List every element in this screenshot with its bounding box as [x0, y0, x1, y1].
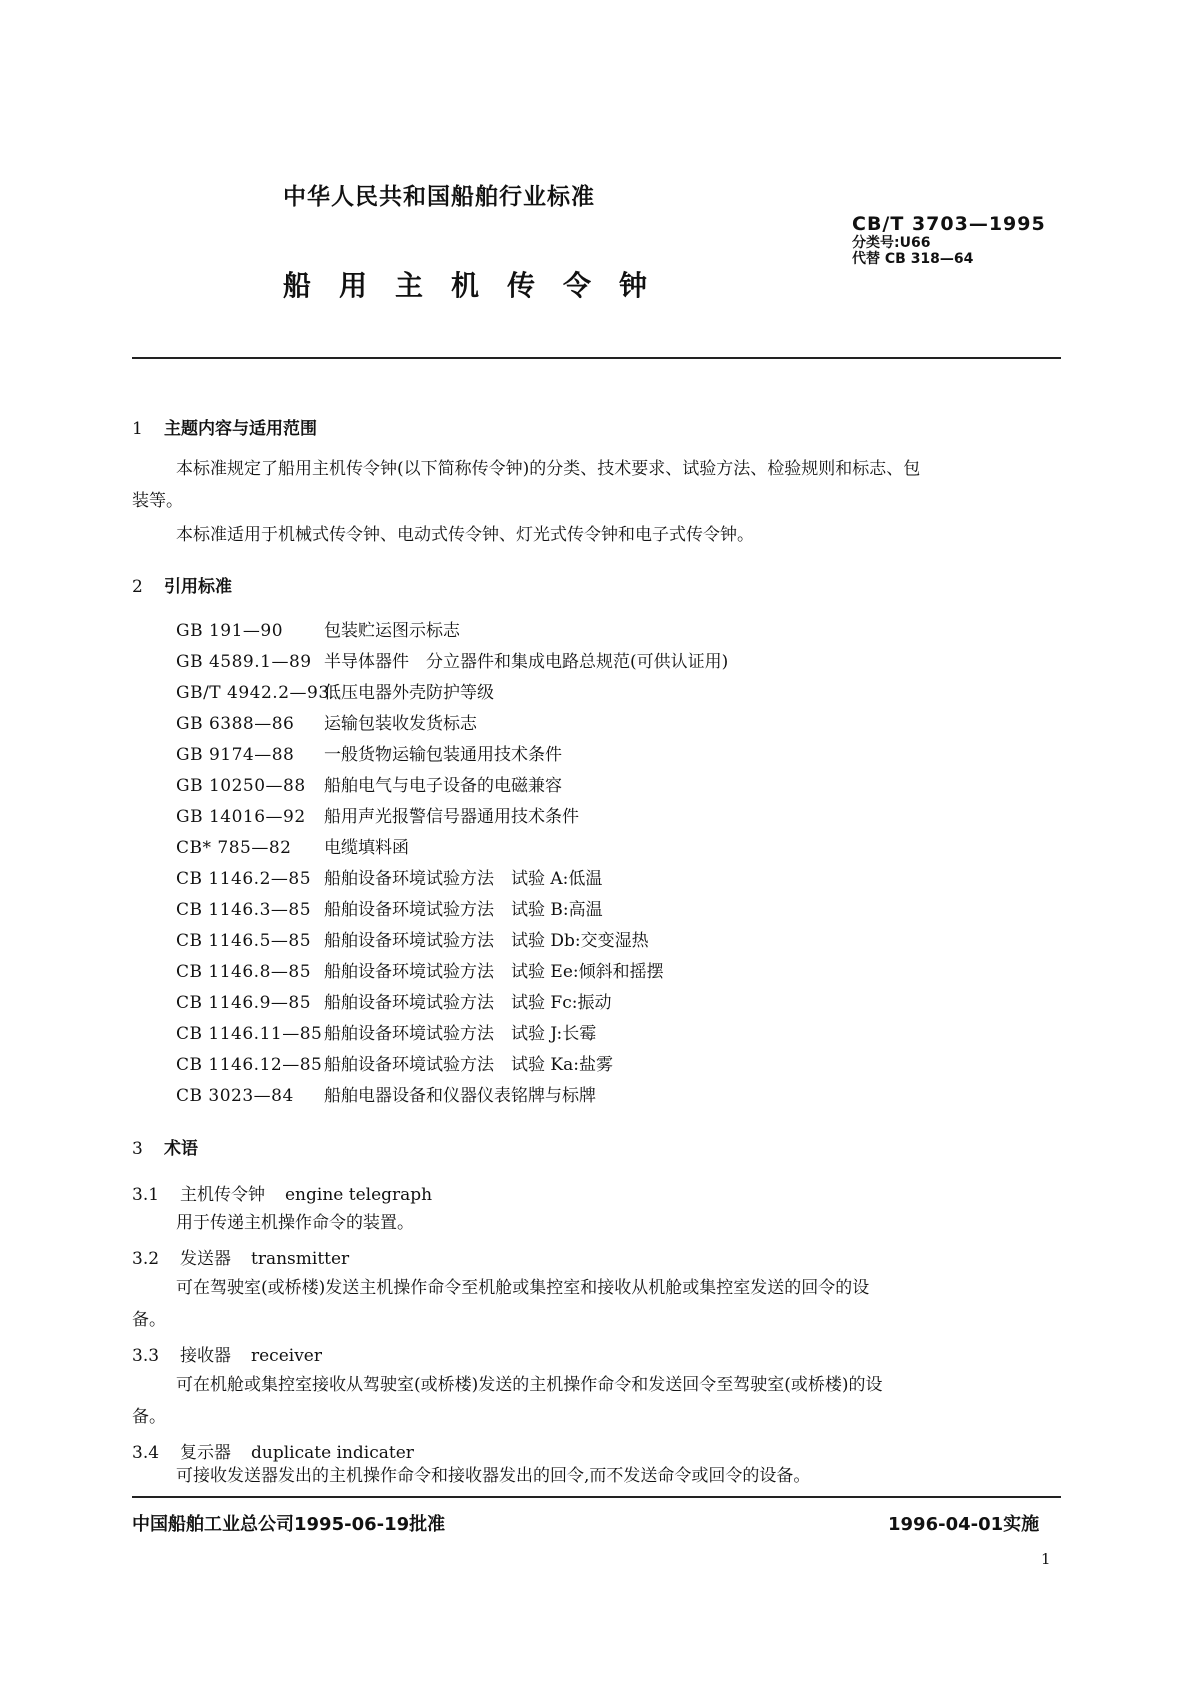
page-number: 1: [1041, 1550, 1051, 1568]
reference-title: 船舶电器设备和仪器仪表铭牌与标牌: [324, 1086, 596, 1106]
reference-code: CB 1146.5—85: [176, 931, 312, 951]
section-number: 1: [132, 419, 143, 439]
term-heading: [132, 1341, 322, 1366]
term-number: 3.2: [132, 1249, 160, 1269]
term-definition-continued: 备。: [132, 1310, 166, 1330]
reference-code: CB 1146.3—85: [176, 900, 312, 920]
standard-number: CB/T 3703—1995: [852, 213, 1046, 235]
reference-code: GB 9174—88: [176, 745, 295, 765]
footer-divider: [132, 1496, 1061, 1498]
reference-code: GB 191—90: [176, 621, 284, 641]
reference-item: [176, 616, 460, 641]
reference-code: CB 1146.2—85: [176, 869, 312, 889]
reference-item: [176, 988, 611, 1013]
reference-title: 一般货物运输包装通用技术条件: [324, 745, 562, 765]
reference-title: 运输包装收发货标志: [324, 714, 477, 734]
section-2-heading: [132, 572, 232, 597]
term-definition: 可在机舱或集控室接收从驾驶室(或桥楼)发送的主机操作命令和发送回令至驾驶室(或桥楼)的设: [176, 1375, 883, 1395]
reference-code: GB 4589.1—89: [176, 652, 312, 672]
reference-code: GB 14016—92: [176, 807, 306, 827]
reference-code: CB 1146.9—85: [176, 993, 312, 1013]
reference-item: [176, 802, 579, 827]
reference-item: [176, 771, 562, 796]
reference-code: GB/T 4942.2—93: [176, 683, 330, 703]
section-3-heading: [132, 1134, 198, 1159]
reference-title: 船舶设备环境试验方法 试验 Db:交变湿热: [324, 931, 649, 951]
reference-title: 船舶设备环境试验方法 试验 Ee:倾斜和摇摆: [324, 962, 664, 982]
document-title: 船用主机传令钟: [283, 269, 676, 302]
term-chinese: 复示器: [180, 1443, 231, 1463]
term-heading: [132, 1180, 432, 1205]
term-definition: 可在驾驶室(或桥楼)发送主机操作命令至机舱或集控室和接收从机舱或集控室发送的回令的设: [176, 1278, 870, 1298]
reference-code: GB 10250—88: [176, 776, 306, 796]
header-divider: [132, 357, 1061, 359]
reference-title: 包装贮运图示标志: [324, 621, 460, 641]
section-1-heading: [132, 414, 317, 439]
reference-title: 低压电器外壳防护等级: [324, 683, 494, 703]
reference-item: [176, 740, 562, 765]
reference-title: 船用声光报警信号器通用技术条件: [324, 807, 579, 827]
reference-item: [176, 678, 494, 703]
reference-code: CB 3023—84: [176, 1086, 294, 1106]
term-number: 3.3: [132, 1346, 160, 1366]
term-chinese: 接收器: [180, 1346, 231, 1366]
section-number: 2: [132, 577, 143, 597]
term-english: engine telegraph: [285, 1185, 433, 1205]
section-1-para-2: 本标准适用于机械式传令钟、电动式传令钟、灯光式传令钟和电子式传令钟。: [176, 525, 754, 545]
reference-item: [176, 1081, 596, 1106]
section-number: 3: [132, 1139, 143, 1159]
reference-item: [176, 895, 603, 920]
term-definition: 用于传递主机操作命令的装置。: [176, 1213, 414, 1233]
standard-codes: [852, 213, 1046, 267]
section-title: 引用标准: [164, 577, 232, 597]
reference-title: 船舶设备环境试验方法 试验 J:长霉: [324, 1024, 597, 1044]
term-definition-continued: 备。: [132, 1407, 166, 1427]
reference-title: 船舶设备环境试验方法 试验 B:高温: [324, 900, 603, 920]
reference-code: CB 1146.12—85: [176, 1055, 323, 1075]
reference-item: [176, 647, 728, 672]
approval-line: 中国船舶工业总公司1995-06-19批准: [132, 1514, 446, 1535]
reference-title: 电缆填料函: [324, 838, 409, 858]
effective-date: 1996-04-01实施: [888, 1514, 1040, 1535]
term-number: 3.1: [132, 1185, 160, 1205]
reference-title: 船舶电气与电子设备的电磁兼容: [324, 776, 562, 796]
reference-code: CB* 785—82: [176, 838, 292, 858]
classification-number: 分类号:U66: [852, 235, 931, 251]
reference-item: [176, 864, 602, 889]
term-definition: 可接收发送器发出的主机操作命令和接收器发出的回令,而不发送命令或回令的设备。: [176, 1466, 811, 1486]
reference-title: 半导体器件 分立器件和集成电路总规范(可供认证用): [324, 652, 729, 672]
term-chinese: 主机传令钟: [180, 1185, 265, 1205]
reference-item: [176, 957, 664, 982]
reference-code: GB 6388—86: [176, 714, 295, 734]
term-heading: [132, 1438, 414, 1463]
reference-title: 船舶设备环境试验方法 试验 A:低温: [324, 869, 603, 889]
term-number: 3.4: [132, 1443, 160, 1463]
term-chinese: 发送器: [180, 1249, 231, 1269]
reference-item: [176, 1019, 596, 1044]
reference-title: 船舶设备环境试验方法 试验 Fc:振动: [324, 993, 612, 1013]
standard-title: 中华人民共和国船舶行业标准: [283, 184, 595, 210]
section-title: 术语: [164, 1139, 198, 1159]
reference-code: CB 1146.8—85: [176, 962, 312, 982]
term-heading: [132, 1244, 349, 1269]
reference-title: 船舶设备环境试验方法 试验 Ka:盐雾: [324, 1055, 613, 1075]
section-1-para-1-line-1: 本标准规定了船用主机传令钟(以下简称传令钟)的分类、技术要求、试验方法、检验规则和标志、包: [176, 459, 921, 479]
term-english: duplicate indicater: [251, 1443, 414, 1463]
reference-item: [176, 926, 649, 951]
reference-item: [176, 709, 477, 734]
replaces-standard: 代替 CB 318—64: [852, 251, 974, 267]
reference-item: [176, 1050, 613, 1075]
section-title: 主题内容与适用范围: [164, 419, 317, 439]
term-english: receiver: [251, 1346, 322, 1366]
reference-code: CB 1146.11—85: [176, 1024, 323, 1044]
section-1-para-1-line-2: 装等。: [132, 491, 183, 511]
reference-item: [176, 833, 409, 858]
term-english: transmitter: [251, 1249, 350, 1269]
